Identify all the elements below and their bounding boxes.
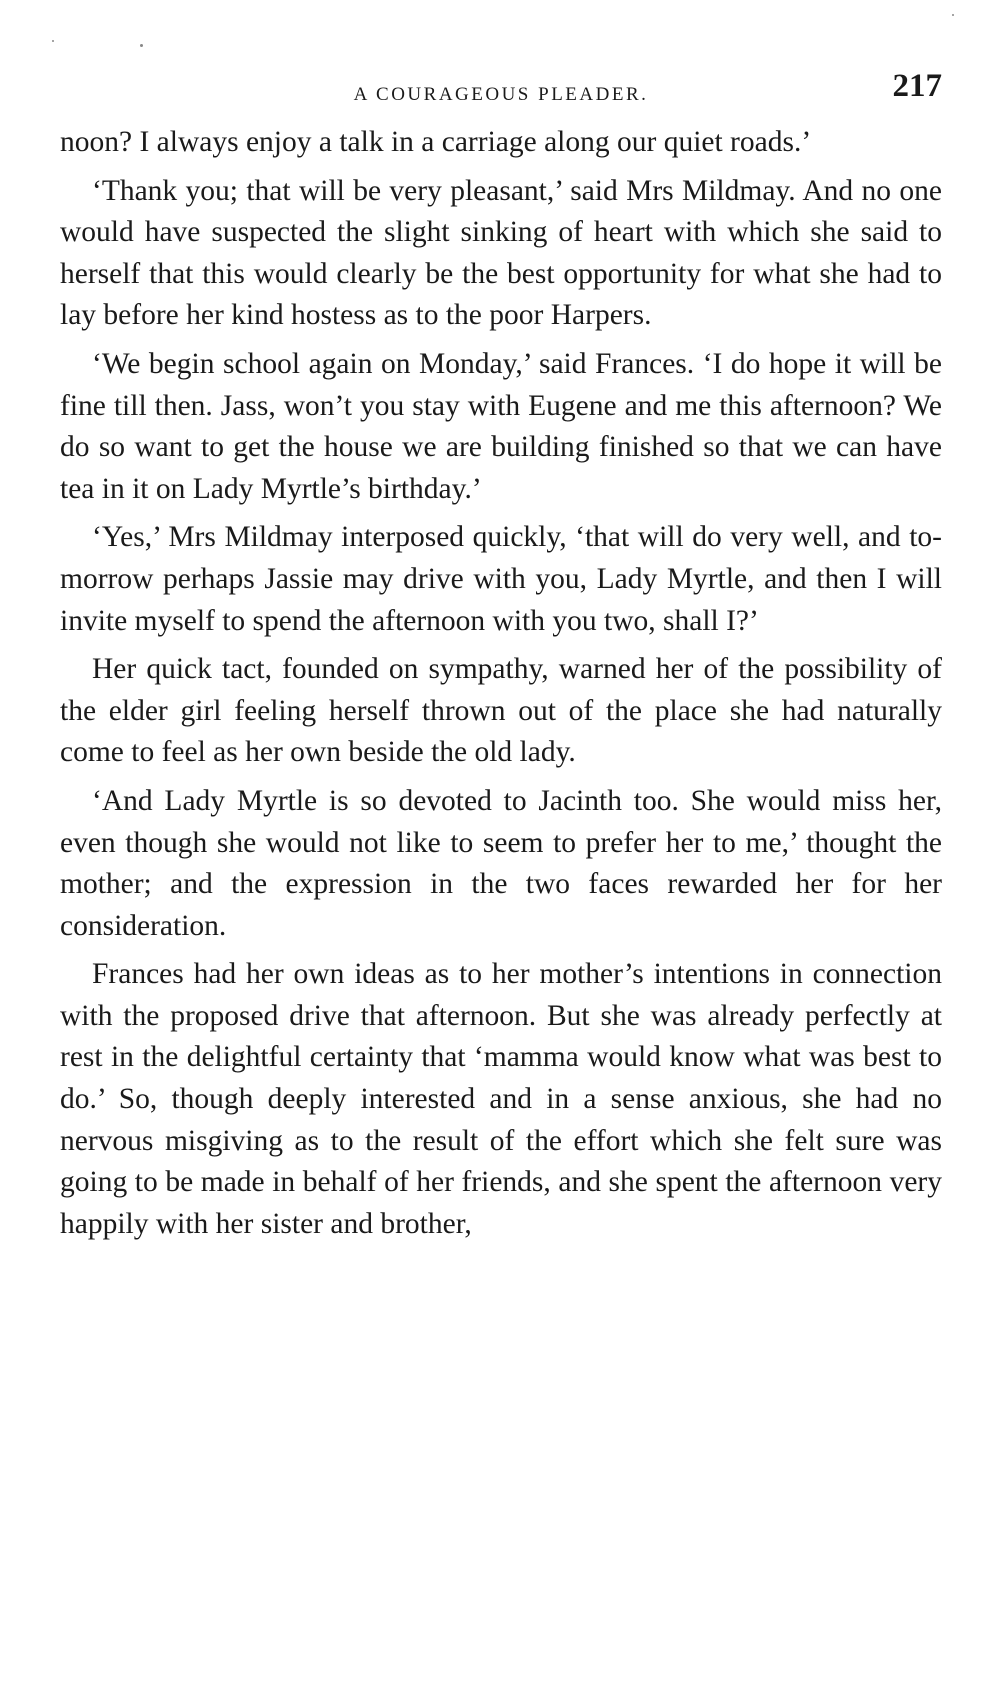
paper-speck	[140, 44, 143, 47]
page-header	[60, 68, 942, 108]
paragraph: ‘And Lady Myrtle is so devoted to Jacinth too. She would miss her, even though she would not like to seem to prefer her to me,’ thought the mother; and the expression in the two faces rewarded her for her consideration.	[60, 784, 942, 942]
paragraph: Frances had her own ideas as to her mother’s intentions in connection with the proposed drive that afternoon. But she was already perfectly at rest in the delightful certainty that ‘mamma would know what was best to do.’ So, though deeply interested and in a sense anxious, she had no nervous misgiving as to the result of the effort which she felt sure was going to be made in behalf of her friends, and she spent the afternoon very happily with her sister and brother,	[60, 958, 942, 1240]
paragraph: noon? I always enjoy a talk in a carriage along our quiet roads.’	[60, 126, 812, 158]
paragraph: ‘Thank you; that will be very pleasant,’ said Mrs Mildmay. And no one would have suspected the slight sinking of heart with which she said to herself that this would clearly be the best opportunity for what she had to lay before her kind hostess as to the poor Harpers.	[60, 174, 942, 332]
paper-speck	[52, 40, 54, 42]
paper-speck	[952, 14, 954, 16]
body-text	[60, 122, 942, 1252]
paragraph: Her quick tact, founded on sympathy, warned her of the possibility of the elder girl feeling herself thrown out of the place she had naturally come to feel as her own beside the old lady.	[60, 653, 942, 769]
paragraph: ‘We begin school again on Monday,’ said Frances. ‘I do hope it will be fine till then. Jass, won’t you stay with Eugene and me this afternoon? We do so want to get the house we are building finished so that we can have tea in it on Lady Myrtle’s birthday.’	[60, 347, 942, 505]
page-number: 217	[892, 68, 942, 104]
running-title: A COURAGEOUS PLEADER.	[353, 84, 649, 105]
paragraph: ‘Yes,’ Mrs Mildmay interposed quickly, ‘that will do very well, and to-morrow perhaps Jassie may drive with you, Lady Myrtle, and then I will invite myself to spend the afternoon with you two, shall I?’	[60, 521, 942, 637]
